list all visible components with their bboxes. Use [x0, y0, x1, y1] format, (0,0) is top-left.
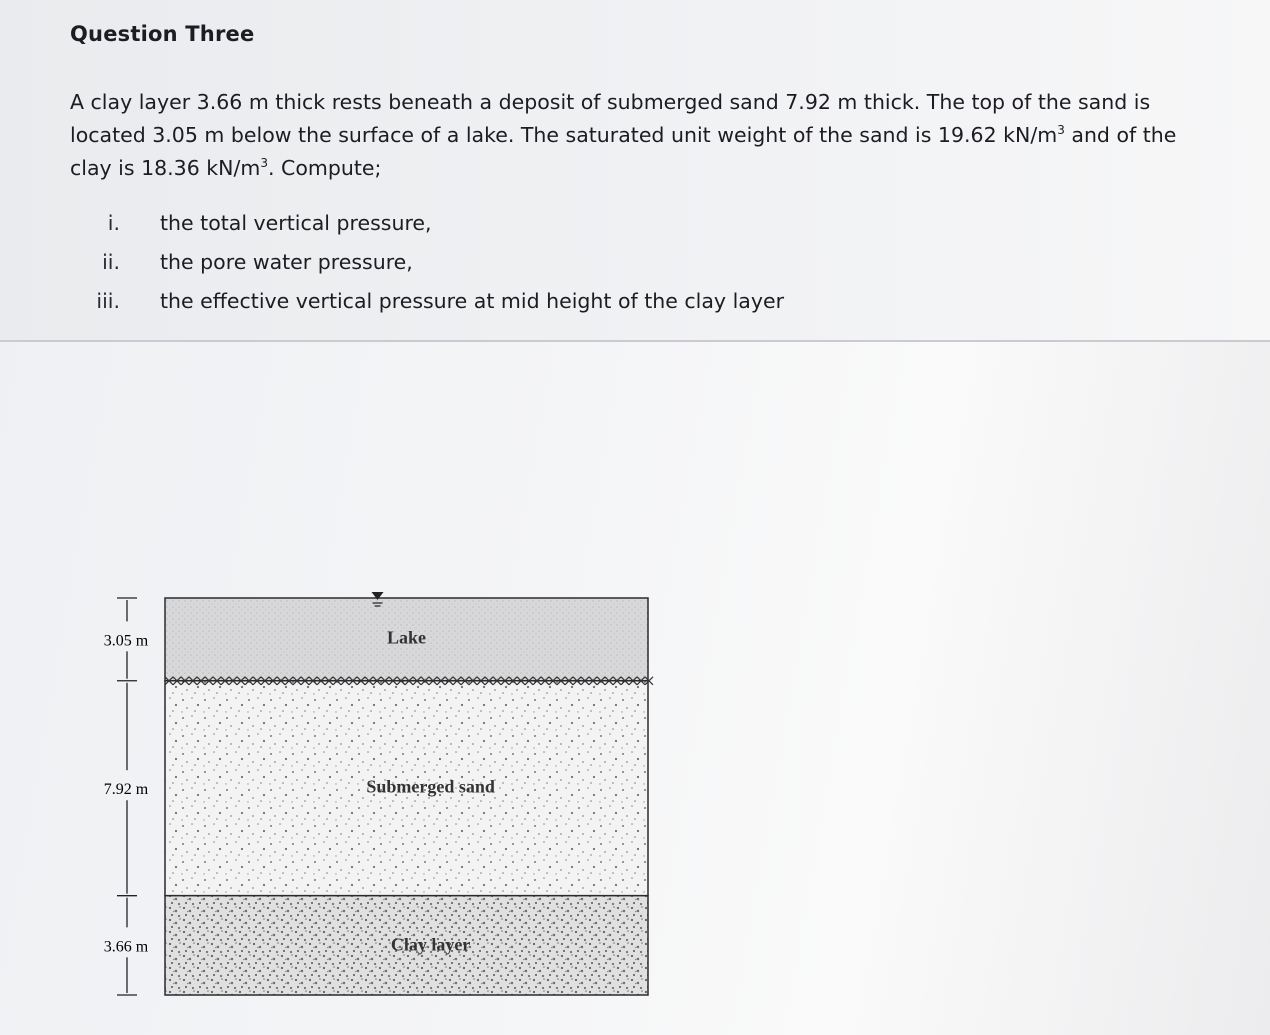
question-title: Question Three [70, 22, 255, 46]
question-sheet [0, 0, 1270, 342]
task-number: ii. [102, 250, 120, 274]
task-text: the pore water pressure, [160, 250, 413, 274]
sand-label: Submerged sand [366, 776, 495, 797]
clay-label: Clay layer [390, 934, 471, 955]
lake-label: Lake [386, 627, 427, 648]
task-text: the total vertical pressure, [160, 211, 432, 235]
task-number: i. [107, 211, 120, 235]
sand-thickness-label: 7.92 m [103, 781, 149, 799]
task-text: the effective vertical pressure at mid height of the clay layer [160, 289, 784, 313]
lake-thickness-label: 3.05 m [103, 632, 149, 650]
task-number: iii. [96, 289, 120, 313]
soil-profile-diagram [70, 570, 670, 1010]
clay-thickness-label: 3.66 m [103, 938, 149, 956]
question-intro: A clay layer 3.66 m thick rests beneath a deposit of submerged sand 7.92 m thick. The top of the sand is located 3.05 m below the surface of a lake. The saturated unit weight of the sand is 19.62 $kN/m^3$ and of the clay is 18.36 $kN/m^3$. Compute; [70, 90, 1177, 180]
